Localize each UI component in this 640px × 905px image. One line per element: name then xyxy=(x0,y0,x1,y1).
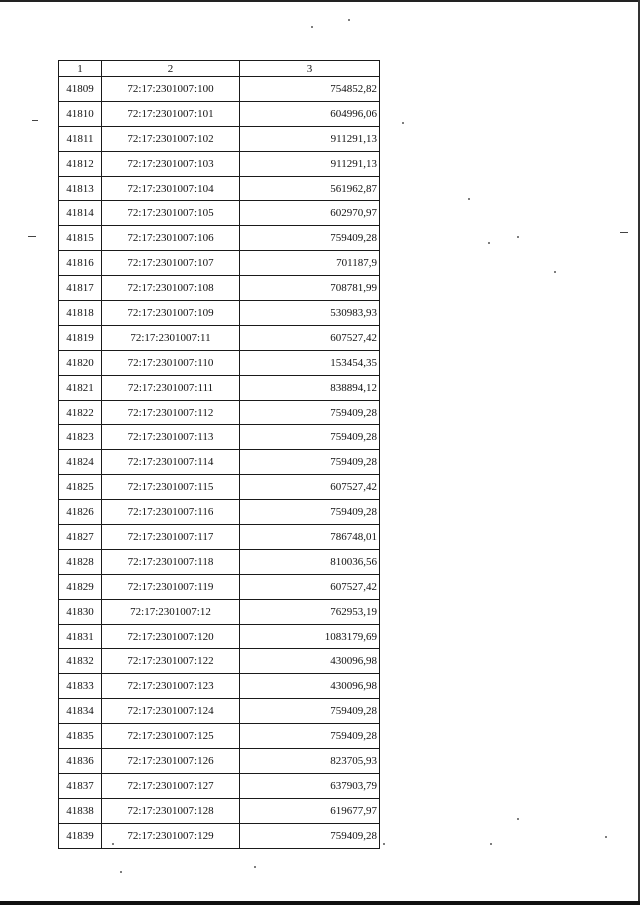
cadastral-value: 708781,99 xyxy=(240,276,380,301)
table-row xyxy=(59,176,380,201)
cadastral-number: 72:17:2301007:113 xyxy=(102,425,240,450)
table-row xyxy=(59,475,380,500)
table-row xyxy=(59,276,380,301)
cadastral-value: 810036,56 xyxy=(240,549,380,574)
cadastral-value-table xyxy=(58,60,380,849)
table-row xyxy=(59,649,380,674)
cadastral-value: 530983,93 xyxy=(240,301,380,326)
cadastral-value: 561962,87 xyxy=(240,176,380,201)
row-number: 41813 xyxy=(59,176,102,201)
table-row xyxy=(59,574,380,599)
cadastral-number: 72:17:2301007:117 xyxy=(102,525,240,550)
cadastral-number: 72:17:2301007:126 xyxy=(102,749,240,774)
scan-mark xyxy=(28,236,36,237)
table-row xyxy=(59,226,380,251)
cadastral-value: 759409,28 xyxy=(240,450,380,475)
scan-speck xyxy=(605,836,607,838)
cadastral-number: 72:17:2301007:101 xyxy=(102,101,240,126)
cadastral-number: 72:17:2301007:119 xyxy=(102,574,240,599)
row-number: 41837 xyxy=(59,773,102,798)
cadastral-value: 759409,28 xyxy=(240,699,380,724)
scan-speck xyxy=(517,818,519,820)
row-number: 41834 xyxy=(59,699,102,724)
scan-speck xyxy=(517,236,519,238)
row-number: 41819 xyxy=(59,325,102,350)
cadastral-value: 838894,12 xyxy=(240,375,380,400)
column-header: 2 xyxy=(102,61,240,77)
cadastral-value: 604996,06 xyxy=(240,101,380,126)
row-number: 41810 xyxy=(59,101,102,126)
cadastral-value: 607527,42 xyxy=(240,475,380,500)
cadastral-number: 72:17:2301007:100 xyxy=(102,77,240,102)
cadastral-value: 759409,28 xyxy=(240,400,380,425)
row-number: 41822 xyxy=(59,400,102,425)
scan-edge-bottom xyxy=(0,901,640,905)
row-number: 41814 xyxy=(59,201,102,226)
table-row xyxy=(59,251,380,276)
column-header: 3 xyxy=(240,61,380,77)
table-row xyxy=(59,101,380,126)
scan-speck xyxy=(311,26,313,28)
row-number: 41815 xyxy=(59,226,102,251)
cadastral-value: 759409,28 xyxy=(240,425,380,450)
cadastral-number: 72:17:2301007:120 xyxy=(102,624,240,649)
table-row xyxy=(59,201,380,226)
cadastral-value: 430096,98 xyxy=(240,674,380,699)
table-row xyxy=(59,549,380,574)
cadastral-value: 759409,28 xyxy=(240,226,380,251)
table-row xyxy=(59,126,380,151)
cadastral-number: 72:17:2301007:109 xyxy=(102,301,240,326)
cadastral-number: 72:17:2301007:125 xyxy=(102,724,240,749)
row-number: 41818 xyxy=(59,301,102,326)
row-number: 41826 xyxy=(59,500,102,525)
table-row xyxy=(59,823,380,848)
row-number: 41816 xyxy=(59,251,102,276)
cadastral-number: 72:17:2301007:106 xyxy=(102,226,240,251)
cadastral-value: 1083179,69 xyxy=(240,624,380,649)
table-row xyxy=(59,674,380,699)
cadastral-value: 759409,28 xyxy=(240,724,380,749)
row-number: 41828 xyxy=(59,549,102,574)
cadastral-value: 762953,19 xyxy=(240,599,380,624)
cadastral-number: 72:17:2301007:102 xyxy=(102,126,240,151)
cadastral-number: 72:17:2301007:118 xyxy=(102,549,240,574)
scan-mark xyxy=(32,120,38,121)
cadastral-value: 607527,42 xyxy=(240,325,380,350)
cadastral-value: 701187,9 xyxy=(240,251,380,276)
cadastral-number: 72:17:2301007:116 xyxy=(102,500,240,525)
row-number: 41835 xyxy=(59,724,102,749)
table-row xyxy=(59,301,380,326)
scan-speck xyxy=(254,866,256,868)
cadastral-value: 911291,13 xyxy=(240,126,380,151)
scan-speck xyxy=(554,271,556,273)
cadastral-number: 72:17:2301007:115 xyxy=(102,475,240,500)
row-number: 41831 xyxy=(59,624,102,649)
cadastral-value: 430096,98 xyxy=(240,649,380,674)
cadastral-number: 72:17:2301007:127 xyxy=(102,773,240,798)
table-row xyxy=(59,350,380,375)
table-row xyxy=(59,624,380,649)
cadastral-value: 637903,79 xyxy=(240,773,380,798)
column-header: 1 xyxy=(59,61,102,77)
table-row xyxy=(59,599,380,624)
table-row xyxy=(59,400,380,425)
cadastral-number: 72:17:2301007:105 xyxy=(102,201,240,226)
cadastral-number: 72:17:2301007:124 xyxy=(102,699,240,724)
row-number: 41823 xyxy=(59,425,102,450)
row-number: 41825 xyxy=(59,475,102,500)
scan-speck xyxy=(348,19,350,21)
scan-edge-top xyxy=(0,0,640,2)
row-number: 41812 xyxy=(59,151,102,176)
row-number: 41821 xyxy=(59,375,102,400)
row-number: 41832 xyxy=(59,649,102,674)
row-number: 41836 xyxy=(59,749,102,774)
cadastral-number: 72:17:2301007:123 xyxy=(102,674,240,699)
cadastral-number: 72:17:2301007:108 xyxy=(102,276,240,301)
scan-speck xyxy=(490,843,492,845)
scan-speck xyxy=(402,122,404,124)
cadastral-value: 153454,35 xyxy=(240,350,380,375)
cadastral-value: 759409,28 xyxy=(240,823,380,848)
cadastral-value: 786748,01 xyxy=(240,525,380,550)
cadastral-value: 754852,82 xyxy=(240,77,380,102)
cadastral-number: 72:17:2301007:111 xyxy=(102,375,240,400)
cadastral-number: 72:17:2301007:129 xyxy=(102,823,240,848)
row-number: 41817 xyxy=(59,276,102,301)
row-number: 41809 xyxy=(59,77,102,102)
row-number: 41827 xyxy=(59,525,102,550)
table-row xyxy=(59,151,380,176)
scan-speck xyxy=(383,843,385,845)
cadastral-value: 607527,42 xyxy=(240,574,380,599)
scan-mark xyxy=(620,232,628,233)
row-number: 41833 xyxy=(59,674,102,699)
cadastral-number: 72:17:2301007:12 xyxy=(102,599,240,624)
row-number: 41824 xyxy=(59,450,102,475)
cadastral-value: 823705,93 xyxy=(240,749,380,774)
table-header-row xyxy=(59,61,380,77)
cadastral-number: 72:17:2301007:11 xyxy=(102,325,240,350)
cadastral-number: 72:17:2301007:103 xyxy=(102,151,240,176)
cadastral-number: 72:17:2301007:107 xyxy=(102,251,240,276)
table-row xyxy=(59,724,380,749)
table-row xyxy=(59,450,380,475)
table-row xyxy=(59,375,380,400)
table-row xyxy=(59,77,380,102)
row-number: 41830 xyxy=(59,599,102,624)
cadastral-number: 72:17:2301007:104 xyxy=(102,176,240,201)
cadastral-value: 619677,97 xyxy=(240,798,380,823)
cadastral-value: 759409,28 xyxy=(240,500,380,525)
table-row xyxy=(59,699,380,724)
row-number: 41829 xyxy=(59,574,102,599)
cadastral-number: 72:17:2301007:122 xyxy=(102,649,240,674)
cadastral-value: 602970,97 xyxy=(240,201,380,226)
scan-speck xyxy=(120,871,122,873)
scan-speck xyxy=(468,198,470,200)
scan-speck xyxy=(488,242,490,244)
cadastral-number: 72:17:2301007:112 xyxy=(102,400,240,425)
table-row xyxy=(59,773,380,798)
table-row xyxy=(59,500,380,525)
table-row xyxy=(59,798,380,823)
table-row xyxy=(59,749,380,774)
row-number: 41811 xyxy=(59,126,102,151)
cadastral-number: 72:17:2301007:114 xyxy=(102,450,240,475)
cadastral-value: 911291,13 xyxy=(240,151,380,176)
row-number: 41839 xyxy=(59,823,102,848)
cadastral-number: 72:17:2301007:128 xyxy=(102,798,240,823)
row-number: 41820 xyxy=(59,350,102,375)
table-row xyxy=(59,425,380,450)
row-number: 41838 xyxy=(59,798,102,823)
table-row xyxy=(59,325,380,350)
table-row xyxy=(59,525,380,550)
cadastral-number: 72:17:2301007:110 xyxy=(102,350,240,375)
